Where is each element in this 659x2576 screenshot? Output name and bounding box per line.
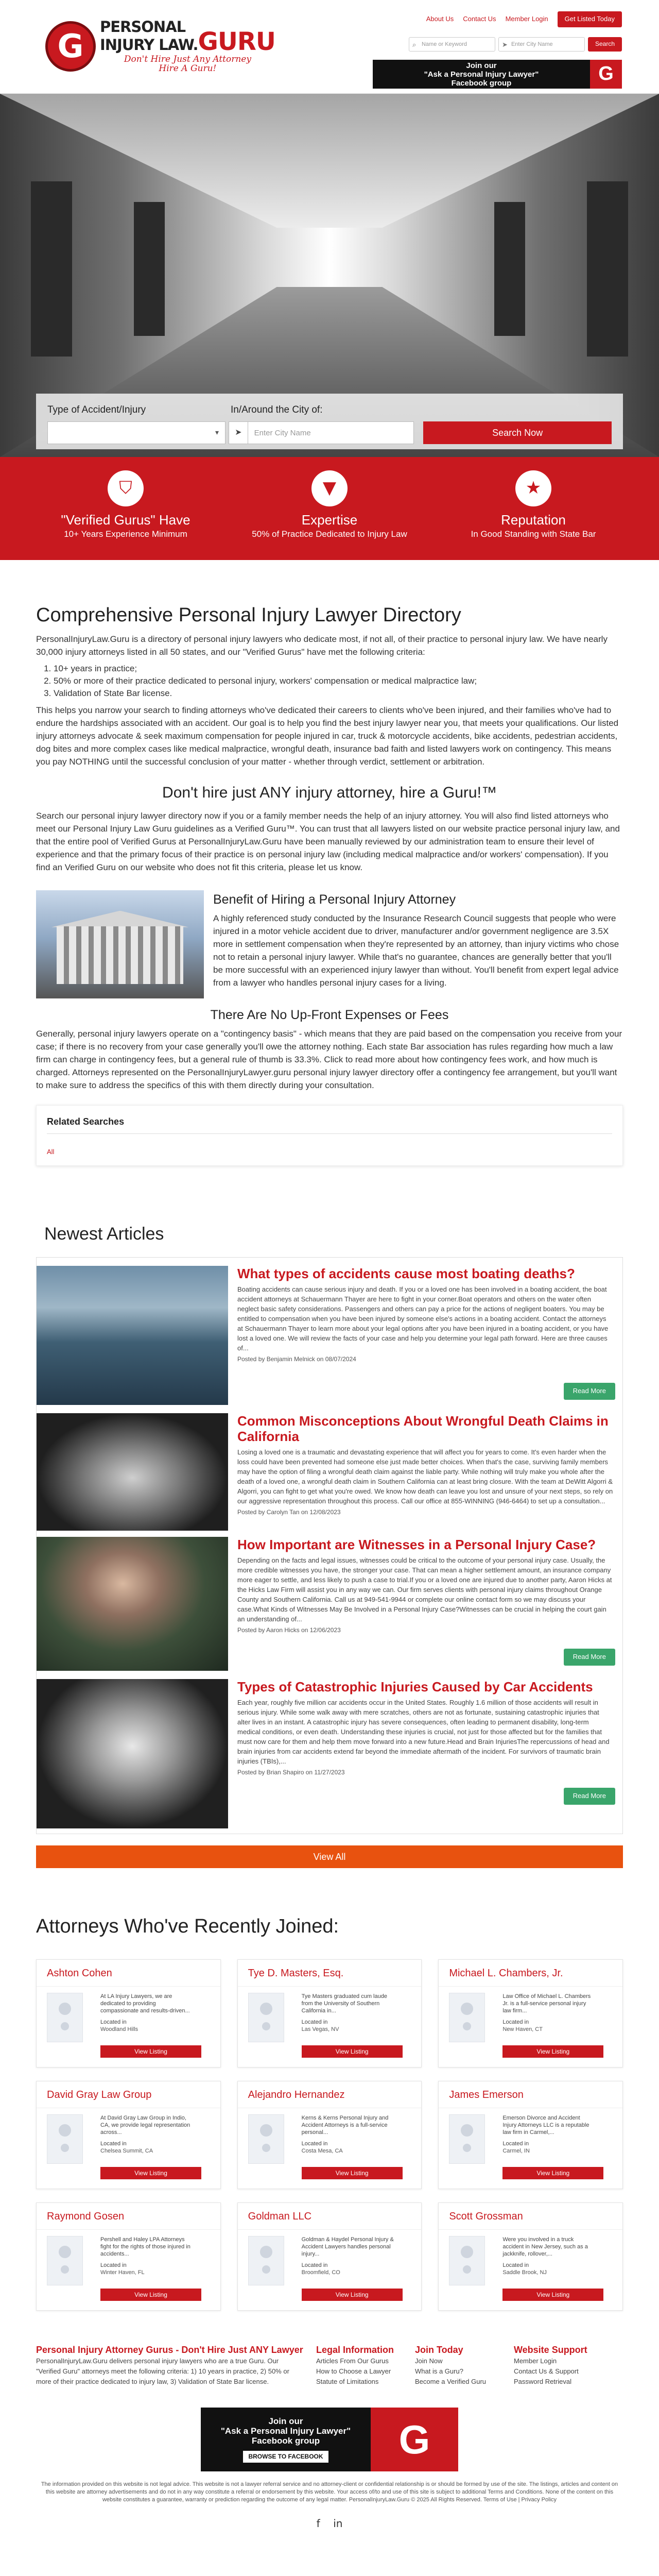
- attorney-location: Carmel, IN: [502, 2148, 530, 2155]
- banner-logo-mark: G: [371, 2408, 458, 2471]
- features-band: [0, 457, 659, 560]
- footer-about-text: PersonalInjuryLaw.Guru delivers personal injury lawyers who are a true Guru. Our "Verified Guru" attorneys meet the following criteria: 1) 10 years in practice, 2) 50% or more of their practice dedicated to injury law, 3) Validation of State Bar license.: [36, 2357, 289, 2386]
- article-title[interactable]: Common Misconceptions About Wrongful Death Claims in California: [237, 1413, 609, 1445]
- attorney-card: [438, 2081, 623, 2189]
- side-mirror-image[interactable]: [37, 1413, 228, 1531]
- attorney-card: [237, 1959, 422, 2067]
- attorney-card: [36, 2081, 221, 2189]
- criteria-item: 2. 50% or more of their practice dedicated to personal injury, workers' compensation or medical malpractice law;: [54, 675, 623, 687]
- attorney-photo: [248, 2114, 284, 2164]
- attorney-blurb: Law Office of Michael L. Chambers Jr. is a full-service personal injury law firm...: [502, 1993, 591, 2014]
- location-arrow-icon: ➤: [501, 41, 508, 48]
- located-label: Located in: [301, 2141, 328, 2147]
- attorney-photo: [47, 1993, 83, 2042]
- footer-about-title: Personal Injury Attorney Gurus - Don't Hire Just ANY Lawyer: [36, 2345, 303, 2355]
- feature-title: Reputation: [501, 512, 566, 528]
- fb-banner-line-2: "Ask a Personal Injury Lawyer": [220, 2426, 351, 2436]
- attorney-card: [438, 1959, 623, 2067]
- footer-about: [36, 2345, 304, 2387]
- location-arrow-icon: ➤: [235, 428, 242, 437]
- attorney-name[interactable]: Scott Grossman: [439, 2203, 622, 2230]
- attorney-name[interactable]: Goldman LLC: [238, 2203, 422, 2230]
- banner-logo-mark: G: [590, 60, 622, 89]
- footer-join-title: Join Today: [415, 2345, 463, 2355]
- footer-legal: [316, 2345, 403, 2387]
- main-content: [36, 601, 623, 2532]
- hero-door: [31, 181, 72, 357]
- contact-us-link[interactable]: Contact Us: [463, 15, 496, 23]
- footer-link[interactable]: Become a Verified Guru: [415, 2378, 487, 2386]
- tie-icon: ▼: [311, 470, 348, 506]
- view-listing-button[interactable]: View Listing: [100, 2289, 201, 2301]
- view-listing-button[interactable]: View Listing: [100, 2167, 201, 2179]
- article-meta: Posted by Aaron Hicks on 12/06/2023: [237, 1626, 341, 1634]
- footer-link[interactable]: Password Retrieval: [514, 2378, 571, 2386]
- article-card: [37, 1537, 622, 1679]
- hero-city-input[interactable]: Enter City Name: [248, 421, 414, 444]
- criteria-item: 1. 10+ years in practice;: [54, 663, 623, 675]
- header-search-button[interactable]: Search: [588, 37, 622, 52]
- attorney-card: [237, 2202, 422, 2311]
- related-link-all[interactable]: All: [47, 1147, 55, 1156]
- social-links: [36, 2516, 623, 2532]
- feature-subtitle: 50% of Practice Dedicated to Injury Law: [252, 529, 407, 539]
- located-label: Located in: [301, 2019, 328, 2026]
- search-now-button[interactable]: Search Now: [423, 421, 612, 444]
- article-excerpt: Boating accidents can cause serious injury and death. If you or a loved one has been involved in a boating accident, the boat accident attorneys at Schauermann Thayer are here to fight in your corner.Boat operators and others on the water often neglect basic safety considerations. Passengers and others can pay a price for the actions of negligent boaters. You may be entitled to compensation when you have been injured by someone else's actions in a boating accident. Contact the attorneys at Schauermann Thayer to learn more about your legal options after you have been injured in a boating accident, or you have lost a loved one. We will review the facts of your case and help you determine your legal path forward. Here are three causes of...: [237, 1285, 609, 1352]
- attorney-location: Chelsea Summit, CA: [100, 2148, 153, 2155]
- attorney-photo: [449, 2114, 485, 2164]
- attorney-card: [36, 1959, 221, 2067]
- attorney-location: Woodland Hills: [100, 2026, 138, 2033]
- view-listing-button[interactable]: View Listing: [302, 2045, 403, 2058]
- attorney-card: [36, 2202, 221, 2311]
- hero-door: [587, 181, 628, 357]
- read-more-button[interactable]: Read More: [564, 1788, 615, 1805]
- logo-text-injury-law: INJURY LAW.: [100, 36, 198, 54]
- benefit-paragraph: A highly referenced study conducted by the Insurance Research Council suggests that people who were injured in a motor vehicle accident due to driver, manufacturer and/or government negligence are 3.5X more in settlement compensation when they're represented by an attorney, than injury victims who chose not to retain a personal injury lawyer. While that's no guarantee, chances are generally better that you'll be more successful with an experienced injury lawyer than without. You'll benefit from expert legal advice from a lawyer who handles personal injury cases for a living.: [213, 913, 619, 988]
- hero-section: [0, 94, 659, 457]
- attorney-blurb: Goldman & Haydel Personal Injury & Accident Lawyers handles personal injury...: [301, 2236, 394, 2258]
- attorney-location: Saddle Brook, NJ: [502, 2269, 547, 2276]
- article-excerpt: Each year, roughly five million car accidents occur in the United States. Roughly 1.6 million of those accidents will result in serious injury. While some walk away with mere scratches, others are not as fortunate, sustaining catastrophic injuries that alter lives in an instant. A catastrophic injury has severe consequences, often leading to permanent disability, long-term medical conditions, or even death. Understanding these injuries is crucial, not just for those affected but for the families that must now care for them and help them move forward into a new future.Head and Brain InjuriesThe repercussions of head and brain injuries from car accidents extend far beyond the immediate aftermath of the incident. For survivors of traumatic brain injuries (TBIs),...: [237, 1699, 610, 1766]
- site-header: [0, 0, 659, 94]
- dont-hire-title: Don't hire just ANY injury attorney, hire a Guru!™: [162, 784, 497, 802]
- article-card: [37, 1266, 622, 1413]
- footer-link[interactable]: Join Now: [415, 2357, 443, 2365]
- intro-paragraph-2: This helps you narrow your search to finding attorneys who've dedicated their careers to clients who've been injured, and their families who've had to endure the hardships associated with an accident. Our goal is to help you find the best injury lawyer near you, that meets your qualifications. Our listed injury attorneys advocate & seek maximum compensation for people injured in car, truck & motorcycle accidents, bike accidents, pedestrian accidents, dog bites and more complex cases like medical malpractice, wrongful death, insurance bad faith and listed lawyers work on contingency. This means you pay NOTHING until the successful conclusion of your matter - whether through verdict, settlement or arbitration.: [36, 705, 619, 767]
- page-title: Comprehensive Personal Injury Lawyer Directory: [36, 604, 461, 626]
- attorney-blurb: At LA Injury Lawyers, we are dedicated to providing compassionate and results-driven...: [100, 1993, 190, 2014]
- attorney-name[interactable]: David Gray Law Group: [37, 2081, 220, 2108]
- name-keyword-input[interactable]: ⌕ Name or Keyword: [409, 37, 495, 52]
- footer-link[interactable]: Member Login: [514, 2357, 557, 2365]
- view-listing-button[interactable]: View Listing: [502, 2167, 603, 2179]
- attorney-blurb: Pershell and Haley LPA Attorneys fight for the rights of those injured in accidents...: [100, 2236, 190, 2258]
- located-label: Located in: [100, 2019, 127, 2026]
- fb-banner-line-3: Facebook group: [451, 78, 512, 88]
- read-more-button[interactable]: Read More: [564, 1649, 615, 1666]
- attorney-photo: [47, 2114, 83, 2164]
- view-listing-button[interactable]: View Listing: [100, 2045, 201, 2058]
- locate-me-button[interactable]: [229, 421, 248, 444]
- located-label: Located in: [502, 2262, 529, 2269]
- related-searches: [36, 1105, 623, 1166]
- footer-disclaimer: The information provided on this website is not legal advice. This website is not a lawyer referral service and no attorney-client or confidential relationship is or should be formed by use of the site. The listings, articles and content on this website are attorney advertisements and do not in any way constitute a referral or endorsement by this website. Your access of/to and use of this site is subject to additional Terms and Conditions. None of the content on this website constitutes a guarantee, warranty or prediction regarding the outcome of any legal matter. PersonalInjuryLaw.Guru © 2025 All Rights Reserved. Terms of Use | Privacy Policy: [41, 2481, 618, 2503]
- site-footer: [36, 2345, 623, 2532]
- feature-expertise: [228, 470, 431, 560]
- facebook-group-banner[interactable]: [373, 60, 622, 89]
- attorney-photo: [47, 2236, 83, 2285]
- fb-banner-line-2: "Ask a Personal Injury Lawyer": [424, 70, 539, 79]
- article-title[interactable]: Types of Catastrophic Injuries Caused by Car Accidents: [237, 1679, 593, 1695]
- feature-title: "Verified Gurus" Have: [61, 512, 190, 528]
- city-input[interactable]: ➤ Enter City Name: [498, 37, 585, 52]
- dont-hire-paragraph: Search our personal injury lawyer directory now if you or a family member needs the help of an injury attorney. You will also find listed attorneys who meet our Personal Injury Law Guru guidelines as a Verified Guru™. You can trust that all lawyers listed on our website practice personal injury law, and that the entire pool of Verified Gurus at PersonalInjuryLaw.Guru have been manually reviewed by our administration team to ensure their level of experience and that the primary focus of their practice is on personal injury law (including medical malpractice and/or workers' compensation). If you find an Verified Guru on our website who does not fit this criteria, please let us know.: [36, 810, 620, 872]
- attorney-location: Broomfield, CO: [301, 2269, 340, 2276]
- located-label: Located in: [301, 2262, 328, 2269]
- star-icon: ★: [515, 470, 551, 506]
- attorney-card: [237, 2081, 422, 2189]
- hero-search-panel: [36, 394, 623, 449]
- article-card: [37, 1679, 622, 1834]
- feature-title: Expertise: [301, 512, 358, 528]
- view-all-button[interactable]: View All: [36, 1845, 623, 1868]
- footer-join: [415, 2345, 501, 2387]
- benefit-title: Benefit of Hiring a Personal Injury Attorney: [213, 892, 456, 907]
- top-links: [426, 11, 622, 27]
- attorney-photo: [449, 2236, 485, 2285]
- attorney-name[interactable]: Michael L. Chambers, Jr.: [439, 1960, 622, 1987]
- attorney-location: Las Vegas, NV: [301, 2026, 339, 2033]
- article-title[interactable]: What types of accidents cause most boating deaths?: [237, 1266, 575, 1282]
- located-label: Located in: [100, 2262, 127, 2269]
- view-listing-button[interactable]: View Listing: [502, 2045, 603, 2058]
- facebook-icon[interactable]: f: [316, 2517, 320, 2530]
- logo-tagline: [100, 55, 275, 73]
- fb-banner-line-1: Join our: [268, 2416, 303, 2427]
- intro-paragraph: PersonalInjuryLaw.Guru is a directory of personal injury lawyers who dedicate most, if not all, of their practice to personal injury law. We have nearly 30,000 injury attorneys listed in all 50 states, and our "Verified Gurus" have met the following criteria:: [36, 634, 608, 657]
- city-label: In/Around the City of:: [231, 404, 323, 415]
- fb-banner-line-3: Facebook group: [251, 2436, 320, 2446]
- logo-mark: G: [45, 21, 96, 72]
- attorney-location: Costa Mesa, CA: [301, 2148, 343, 2155]
- located-label: Located in: [502, 2141, 529, 2147]
- fb-banner-line-1: Join our: [466, 61, 497, 70]
- article-excerpt: Depending on the facts and legal issues, witnesses could be critical to the outcome of your personal injury case. Usually, the more credible witnesses you have, the stronger your case. That can mean a higher settlement amount, an insurance company more eager to settle, and less likely to push a case to trial.If you or a loved one are injured due to another party, Aaron Hicks at the Hicks Law Firm will assist you in any way we can. Our firm serves clients with personal injury claims throughout Orange County and Southern California. Call us at 949-541-9944 or complete our online contact form so we may discuss your case.What Kinds of Witnesses May Be Involved in a Personal Injury Case?Witnesses can be crucial in helping the court gain an understanding of...: [237, 1556, 612, 1623]
- courthouse-image: [36, 890, 204, 998]
- footer-link[interactable]: Contact Us & Support: [514, 2367, 579, 2376]
- attorney-card: [438, 2202, 623, 2311]
- article-meta: Posted by Benjamin Melnick on 08/07/2024: [237, 1355, 356, 1363]
- site-logo[interactable]: [45, 20, 275, 73]
- hero-door: [134, 202, 165, 336]
- read-more-button[interactable]: Read More: [564, 1383, 615, 1400]
- attorney-blurb: Were you involved in a truck accident in New Jersey, such as a jackknife, rollover,...: [502, 2236, 588, 2258]
- article-card: [37, 1413, 622, 1537]
- view-listing-button[interactable]: View Listing: [302, 2289, 403, 2301]
- linkedin-icon[interactable]: in: [333, 2517, 343, 2530]
- member-login-link[interactable]: Member Login: [505, 15, 548, 23]
- attorney-blurb: At David Gray Law Group in Indio, CA, we provide legal representation across...: [100, 2115, 190, 2136]
- attorney-photo: [449, 1993, 485, 2042]
- accident-type-select[interactable]: [47, 421, 226, 444]
- logo-text-guru: GURU: [198, 27, 275, 56]
- get-listed-button[interactable]: Get Listed Today: [558, 11, 622, 27]
- witness-man-image[interactable]: [37, 1537, 228, 1671]
- tagline-line-1: Don't Hire Just Any Attorney: [124, 54, 251, 64]
- logo-text-personal: PERSONAL: [100, 18, 186, 36]
- attorney-name[interactable]: Alejandro Hernandez: [238, 2081, 422, 2108]
- xray-image[interactable]: [37, 1679, 228, 1828]
- attorney-location: Winter Haven, FL: [100, 2269, 145, 2276]
- article-meta: Posted by Brian Shapiro on 11/27/2023: [237, 1769, 345, 1776]
- footer-support: [514, 2345, 611, 2387]
- criteria-list: [54, 663, 623, 700]
- attorney-photo: [248, 2236, 284, 2285]
- accident-type-label: Type of Accident/Injury: [47, 404, 146, 415]
- header-search: [409, 37, 622, 52]
- attorney-grid: [36, 1959, 623, 2311]
- article-meta: Posted by Carolyn Tan on 12/08/2023: [237, 1509, 341, 1516]
- attorney-photo: [248, 1993, 284, 2042]
- article-title[interactable]: How Important are Witnesses in a Personal Injury Case?: [237, 1537, 596, 1553]
- fees-title: There Are No Up-Front Expenses or Fees: [210, 1007, 449, 1022]
- attorney-name[interactable]: James Emerson: [439, 2081, 622, 2108]
- related-searches-title: Related Searches: [47, 1115, 612, 1134]
- footer-facebook-banner[interactable]: [201, 2408, 458, 2471]
- chevron-down-icon: ▾: [215, 428, 219, 436]
- located-label: Located in: [100, 2141, 127, 2147]
- attorney-location: New Haven, CT: [502, 2026, 543, 2033]
- view-listing-button[interactable]: View Listing: [502, 2289, 603, 2301]
- about-us-link[interactable]: About Us: [426, 15, 454, 23]
- article-excerpt: Losing a loved one is a traumatic and devastating experience that will affect you for years to come. It's even harder when the loss could have been prevented had someone else just made better choices. When that's the case, surviving family members may have the option of filing a wrongful death claim against the liable party. While nothing will truly make you whole after the death of a loved one, a wrongful death claim in Southern California can at least bring closure. With the team at DeWitt Algorri & Algorri, you can fight to get what you're owed. We know how death can leave you lost and unsure of your next steps, so rely on our aggressive representation throughout this process. Call our office at 855-WINNING (946-6464) to set up a consultation...: [237, 1448, 613, 1505]
- attorney-blurb: Kerns & Kerns Personal Injury and Accident Attorneys is a full-service personal...: [301, 2115, 389, 2136]
- attorney-name[interactable]: Tye D. Masters, Esq.: [238, 1960, 422, 1987]
- footer-legal-title: Legal Information: [316, 2345, 394, 2355]
- located-label: Located in: [502, 2019, 529, 2026]
- articles-list: [36, 1257, 623, 1834]
- shield-icon: ⛉: [108, 470, 144, 506]
- attorney-name[interactable]: Raymond Gosen: [37, 2203, 220, 2230]
- feature-reputation: [431, 470, 635, 560]
- search-icon: ⌕: [412, 41, 417, 48]
- recent-attorneys-title: Attorneys Who've Recently Joined:: [36, 1916, 339, 1938]
- feature-verified: [24, 470, 228, 560]
- footer-link[interactable]: Articles From Our Gurus: [316, 2357, 389, 2365]
- attorney-blurb: Tye Masters graduated cum laude from the University of Southern California in...: [301, 1993, 387, 2014]
- criteria-item: 3. Validation of State Bar license.: [54, 687, 623, 700]
- hero-door: [494, 202, 525, 336]
- footer-link[interactable]: What is a Guru?: [415, 2367, 463, 2376]
- attorney-blurb: Emerson Divorce and Accident Injury Attorneys LLC is a reputable law firm in Carmel,...: [502, 2115, 589, 2136]
- footer-link[interactable]: How to Choose a Lawyer: [316, 2367, 391, 2376]
- hero-ceiling: [0, 94, 659, 228]
- feature-subtitle: 10+ Years Experience Minimum: [64, 529, 187, 539]
- benefit-section: [36, 890, 623, 998]
- newest-articles-title: Newest Articles: [44, 1224, 164, 1244]
- view-listing-button[interactable]: View Listing: [302, 2167, 403, 2179]
- marina-image[interactable]: [37, 1266, 228, 1405]
- fees-paragraph: Generally, personal injury lawyers operate on a "contingency basis" - which means that they are paid based on the compensation you receive from your case; if there is no recovery from your case generally you'll owe the attorney nothing. Each state Bar association has rules regarding how much a law firm can charge in contingency fees, but a general rule of thumb is 33.3%. Click to read more about how contingency fees work, and how much is charged. Attorneys represented on the PersonalInjuryLawyer.guru personal injury lawyer directory offer a contingency fee arrangement, but you'll want to make sure to address the specifics of this with them directly during your consultation.: [36, 1028, 622, 1090]
- attorney-name[interactable]: Ashton Cohen: [37, 1960, 220, 1987]
- footer-link[interactable]: Statute of Limitations: [316, 2378, 379, 2386]
- tagline-line-2: Hire A Guru!: [159, 63, 217, 74]
- footer-support-title: Website Support: [514, 2345, 587, 2355]
- browse-facebook-button[interactable]: BROWSE TO FACEBOOK: [243, 2451, 328, 2463]
- feature-subtitle: In Good Standing with State Bar: [471, 529, 596, 539]
